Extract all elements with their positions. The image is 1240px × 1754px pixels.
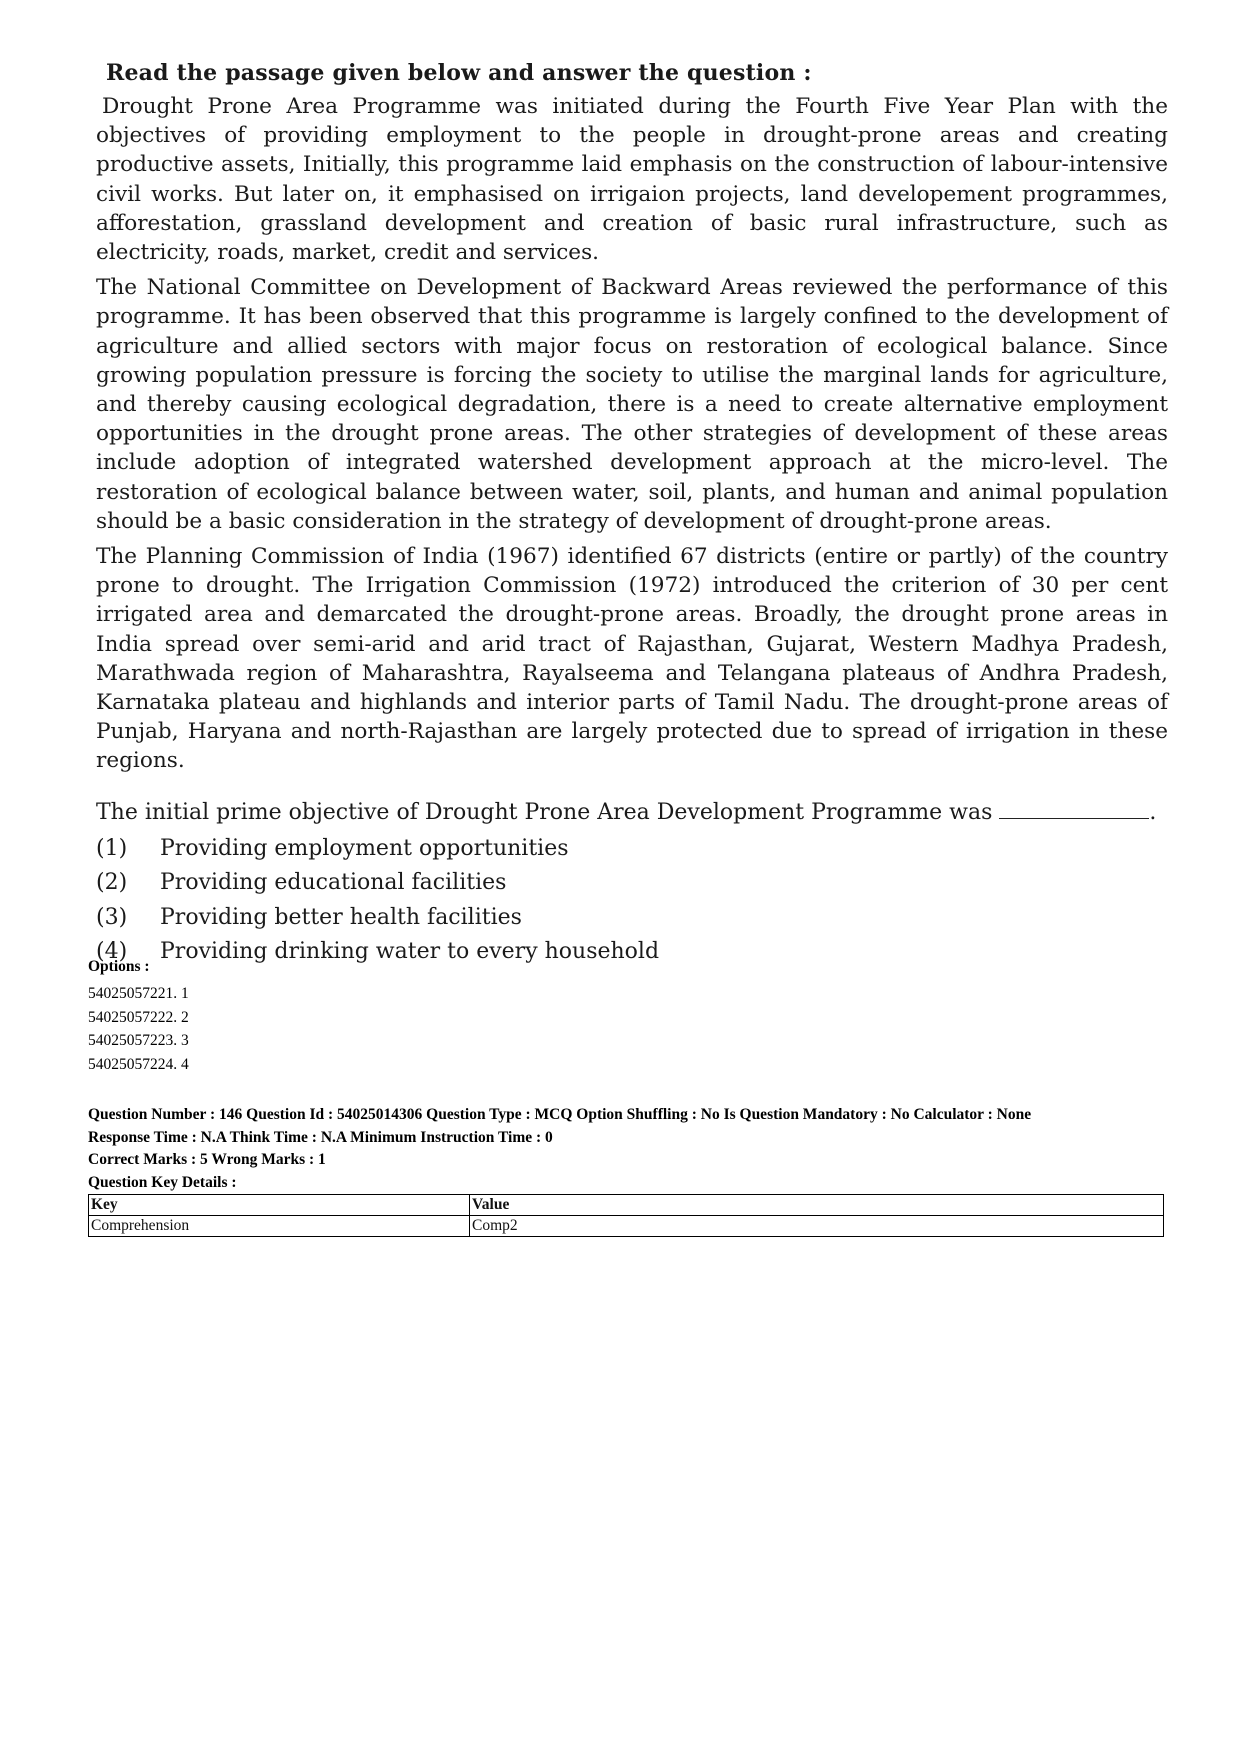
table-row [89, 1216, 1164, 1237]
options-list [88, 958, 1168, 1076]
table-header-value: Value [470, 1195, 1164, 1216]
choice-number: (4) [96, 939, 128, 965]
table-cell-value: Comp2 [470, 1216, 1164, 1237]
question-info-line-4: Question Key Details : [88, 1173, 237, 1191]
option-item: 54025057221. 1 [88, 985, 189, 1002]
choice-text: Providing educational facilities [160, 870, 507, 896]
choice-text: Providing employment opportunities [160, 835, 569, 861]
choice-number: (3) [96, 904, 128, 930]
table-header-key: Key [89, 1195, 470, 1216]
option-item: 54025057222. 2 [88, 1008, 189, 1026]
choice-number: (2) [96, 870, 128, 896]
question-end: . [1149, 799, 1157, 825]
choice-text: Providing better health facilities [160, 904, 522, 930]
options-label: Options : [88, 958, 150, 975]
question-stem [96, 798, 1168, 828]
answer-blank [999, 800, 1149, 819]
choice-number: (1) [96, 835, 128, 861]
comprehension-passage [96, 60, 1168, 970]
passage-heading: Read the passage given below and answer the question : [106, 60, 812, 86]
passage-paragraph-1: Drought Prone Area Programme was initiated during the Fourth Five Year Plan with the objectives of providing employment to the people in drought-prone areas and creating productive assets, Initially, this programme laid emphasis on the construction of labour-intensive civil works. But later on, it emphasised on irrigaion projects, land developement programmes, afforestation, grassland development and creation of basic rural infrastructure, such as electricity, roads, market, credit and services. [96, 94, 1168, 266]
table-header-row [89, 1195, 1164, 1216]
question-info-line-3: Correct Marks : 5 Wrong Marks : 1 [88, 1151, 326, 1168]
choice-2 [96, 866, 1168, 901]
table-cell-key: Comprehension [89, 1216, 470, 1237]
choice-3 [96, 901, 1168, 936]
question-info [88, 1104, 1168, 1194]
choice-1 [96, 832, 1168, 867]
choice-text: Providing drinking water to every household [160, 939, 660, 965]
question-text: The initial prime objective of Drought Prone Area Development Programme was [96, 799, 993, 825]
passage-paragraph-2: The National Committee on Development of Backward Areas reviewed the performance of this programme. It has been observed that this programme is largely confined to the development of agriculture and allied sectors with major focus on restoration of ecological balance. Since growing population pressure is forcing the society to utilise the marginal lands for agriculture, and thereby causing ecological degradation, there is a need to create alternative employment opportunities in the drought prone areas. The other strategies of development of these areas include adoption of integrated watershed development approach at the micro-level. The restoration of ecological balance between water, soil, plants, and human and animal population should be a basic consideration in the strategy of development of drought-prone areas. [96, 275, 1168, 534]
passage-paragraph-3: The Planning Commission of India (1967) identified 67 districts (entire or partly) of the country prone to drought. The Irrigation Commission (1972) introduced the criterion of 30 per cent irrigated area and demarcated the drought-prone areas. Broadly, the drought prone areas in India spread over semi-arid and arid tract of Rajasthan, Gujarat, Western Madhya Pradesh, Marathwada region of Maharashtra, Rayalseema and Telangana plateaus of Andhra Pradesh, Karnataka plateau and highlands and interior parts of Tamil Nadu. The drought-prone areas of Punjab, Haryana and north-Rajasthan are largely protected due to spread of irrigation in these regions. [96, 544, 1168, 774]
question-info-line-1: Question Number : 146 Question Id : 54025014306 Question Type : MCQ Option Shuffling : No Is Question Mandatory : No Calculator : None [88, 1106, 1032, 1123]
option-item: 54025057224. 4 [88, 1055, 189, 1073]
question-info-line-2: Response Time : N.A Think Time : N.A Minimum Instruction Time : 0 [88, 1128, 553, 1146]
question-key-table [88, 1194, 1164, 1237]
option-item: 54025057223. 3 [88, 1032, 189, 1049]
